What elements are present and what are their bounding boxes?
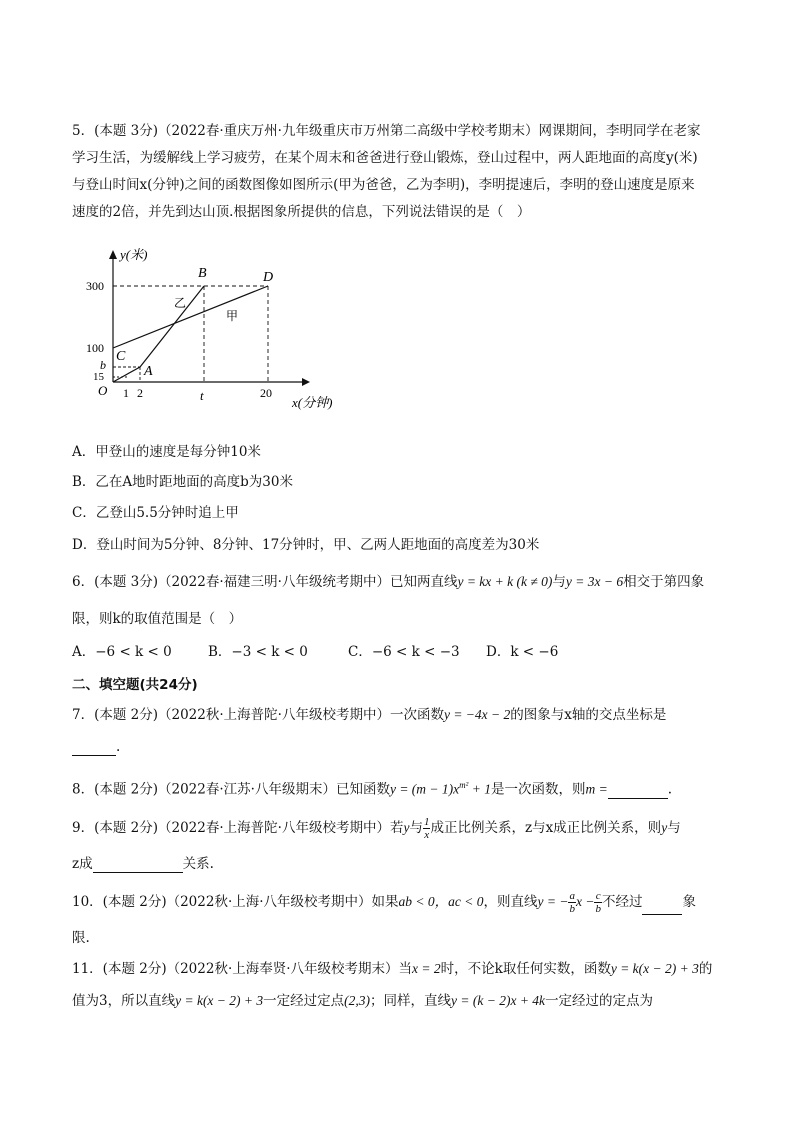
point-A: A	[144, 364, 153, 379]
origin-label: O	[98, 383, 108, 398]
q8-answer-blank[interactable]	[608, 784, 668, 799]
x-axis-label: x(分钟)	[292, 395, 333, 410]
q9-frac-num: 1	[423, 816, 430, 828]
q11-text-line2-b: 一定经过定点	[263, 993, 345, 1009]
q10-condition: ab < 0，ac < 0	[398, 894, 484, 909]
q11-text-line2-d: 一定经过的定点为	[545, 993, 654, 1009]
q11-line-2	[72, 992, 653, 1010]
q8-m: m =	[585, 781, 608, 797]
x-axis-arrow	[302, 378, 310, 386]
q11-text-b: 时，不论k取任何实数，函数	[440, 961, 611, 977]
q5-option-b: B．乙在A地时距地面的高度b为30米	[72, 474, 293, 490]
q10-text-d: 象	[682, 894, 696, 910]
point-D: D	[263, 270, 274, 285]
q11-text-line2-c: ；同样，直线	[370, 993, 452, 1009]
q8-text-b: 是一次函数，则	[490, 781, 586, 798]
q7-line-1	[72, 706, 666, 724]
y-axis-label: y(米)	[120, 247, 148, 262]
label-yi: 乙	[174, 296, 187, 310]
q10-text-a: 10．(本题 2分)（2022秋·上海·八年级校考期中）如果	[72, 894, 399, 910]
q9-text-a: 9．(本题 2分)（2022春·上海普陀·八年级校考期中）若	[72, 820, 404, 836]
q7-text-c: .	[116, 739, 121, 755]
q11-text-line2-a: 值为3，所以直线	[72, 993, 176, 1009]
q10-fraction-1	[568, 890, 576, 915]
q11-x2: x = 2	[412, 961, 441, 976]
q6-text-a: 6．(本题 3分)（2022春·福建三明·八年级统考期中）已知两直线	[72, 574, 458, 590]
q6-text-c: 相交于第四象	[623, 574, 705, 590]
q8-text-a: 8．(本题 2分)（2022春·江苏·八年级期末）已知函数	[72, 781, 390, 798]
q5-option-c: C．乙登山5.5分钟时追上甲	[72, 505, 239, 521]
q7-line-2	[72, 738, 120, 756]
q6-eq-1: y = kx + k (k ≠ 0)	[457, 574, 553, 589]
q10-eq-prefix: y = −	[537, 894, 569, 909]
y-tick-100: 100	[86, 341, 104, 355]
q9-frac-den: x	[424, 829, 430, 841]
q11-text-c: 的	[698, 961, 713, 977]
q10-f2-den: b	[595, 903, 601, 915]
q6-option-c: C．−6 < k < −3	[348, 644, 460, 660]
q9-text-line2-b: 关系.	[182, 856, 214, 872]
q10-f1-den: b	[569, 903, 575, 915]
x-tick-2: 2	[137, 386, 143, 400]
q10-answer-blank[interactable]	[642, 900, 682, 915]
q5-line-2: 学习生活，为缓解线上学习疲劳，在某个周末和爸爸进行登山锻炼，登山过程中，两人距地面的高度y(米)	[72, 150, 698, 166]
label-jia: 甲	[226, 309, 239, 323]
q10-text-b: ，则直线	[483, 894, 538, 910]
q9-text-c: 成正比例关系，z与x成正比例关系，则	[430, 820, 662, 836]
q7-text-b: 的图象与x轴的交点坐标是	[510, 707, 667, 723]
section-fill-in-blank-title: 二、填空题(共24分)	[72, 677, 198, 693]
q5-option-a: A．甲登山的速度是每分钟10米	[72, 444, 261, 460]
q10-line-2: 限.	[72, 930, 90, 946]
y-axis-arrow	[109, 250, 117, 259]
line-yi	[113, 286, 204, 382]
q9-answer-blank[interactable]	[93, 858, 183, 873]
q11-point: (2,3)	[344, 993, 371, 1008]
q11-text-a: 11．(本题 2分)（2022秋·上海奉贤·八年级校考期末）当	[72, 961, 413, 977]
q10-f1-num: a	[569, 890, 575, 902]
q5-function-graph	[80, 245, 340, 415]
q9-line-2	[72, 855, 214, 873]
q9-line-1	[72, 816, 681, 841]
x-tick-20: 20	[260, 386, 272, 400]
x-tick-1: 1	[123, 386, 129, 400]
q6-text-b: 与	[552, 574, 566, 590]
q8-eq-tail: + 1	[468, 781, 491, 797]
q11-eq: y = k(x − 2) + 3	[610, 961, 699, 976]
q6-eq-2: y = 3x − 6	[565, 574, 624, 589]
y-tick-300: 300	[86, 279, 104, 293]
q5-option-d: D．登山时间为5分钟、8分钟、17分钟时，甲、乙两人距地面的高度差为30米	[72, 537, 540, 553]
q6-option-b: B．−3 < k < 0	[208, 644, 308, 660]
q11-eq-3: y = (k − 2)x + 4k	[451, 993, 546, 1008]
q9-y2: y	[661, 820, 668, 835]
q5-line-4: 速度的2倍，并先到达山顶.根据图象所提供的信息，下列说法错误的是（ ）	[72, 204, 531, 220]
q9-text-b: 与	[409, 820, 423, 836]
q9-y: y	[403, 820, 410, 835]
q11-line-1	[72, 960, 712, 978]
q5-line-1: 5．(本题 3分)（2022春·重庆万州·九年级重庆市万州第二高级中学校考期末）网课期间，李明同学在老家	[72, 123, 701, 139]
q10-text-c: 不经过	[601, 894, 643, 910]
q10-line-1	[72, 890, 696, 915]
x-tick-t: t	[200, 388, 204, 403]
q8-exponent: m²	[459, 780, 469, 790]
q7-text-a: 7．(本题 2分)（2022秋·上海普陀·八年级校考期中）一次函数	[72, 707, 444, 723]
q6-line-2: 限，则k的取值范围是（ ）	[72, 611, 243, 627]
line-jia	[113, 286, 268, 348]
y-tick-15: 15	[93, 371, 104, 383]
y-tick-b: b	[100, 358, 106, 372]
point-B: B	[198, 266, 207, 281]
q10-eq-mid: x −	[575, 894, 595, 909]
q9-text-d: 与	[667, 820, 681, 836]
q9-text-line2-a: z成	[72, 856, 93, 872]
q10-f2-num: c	[595, 890, 601, 902]
q7-answer-blank[interactable]	[72, 741, 116, 756]
point-C: C	[116, 349, 126, 364]
q8-eq: y = (m − 1)x	[389, 781, 460, 797]
q10-fraction-2	[594, 890, 602, 915]
q7-eq: y = −4x − 2	[443, 707, 511, 722]
q6-option-d: D．k < −6	[486, 644, 559, 660]
q5-line-3: 与登山时间x(分钟)之间的函数图像如图所示(甲为爸爸，乙为李明)，李明提速后，李明的登山速度是原来	[72, 177, 695, 193]
q8-text-c: .	[667, 781, 673, 798]
q6-option-a: A．−6 < k < 0	[72, 644, 172, 660]
q8-line	[72, 776, 672, 799]
q11-eq-2: y = k(x − 2) + 3	[175, 993, 264, 1008]
q6-line-1	[72, 573, 704, 591]
